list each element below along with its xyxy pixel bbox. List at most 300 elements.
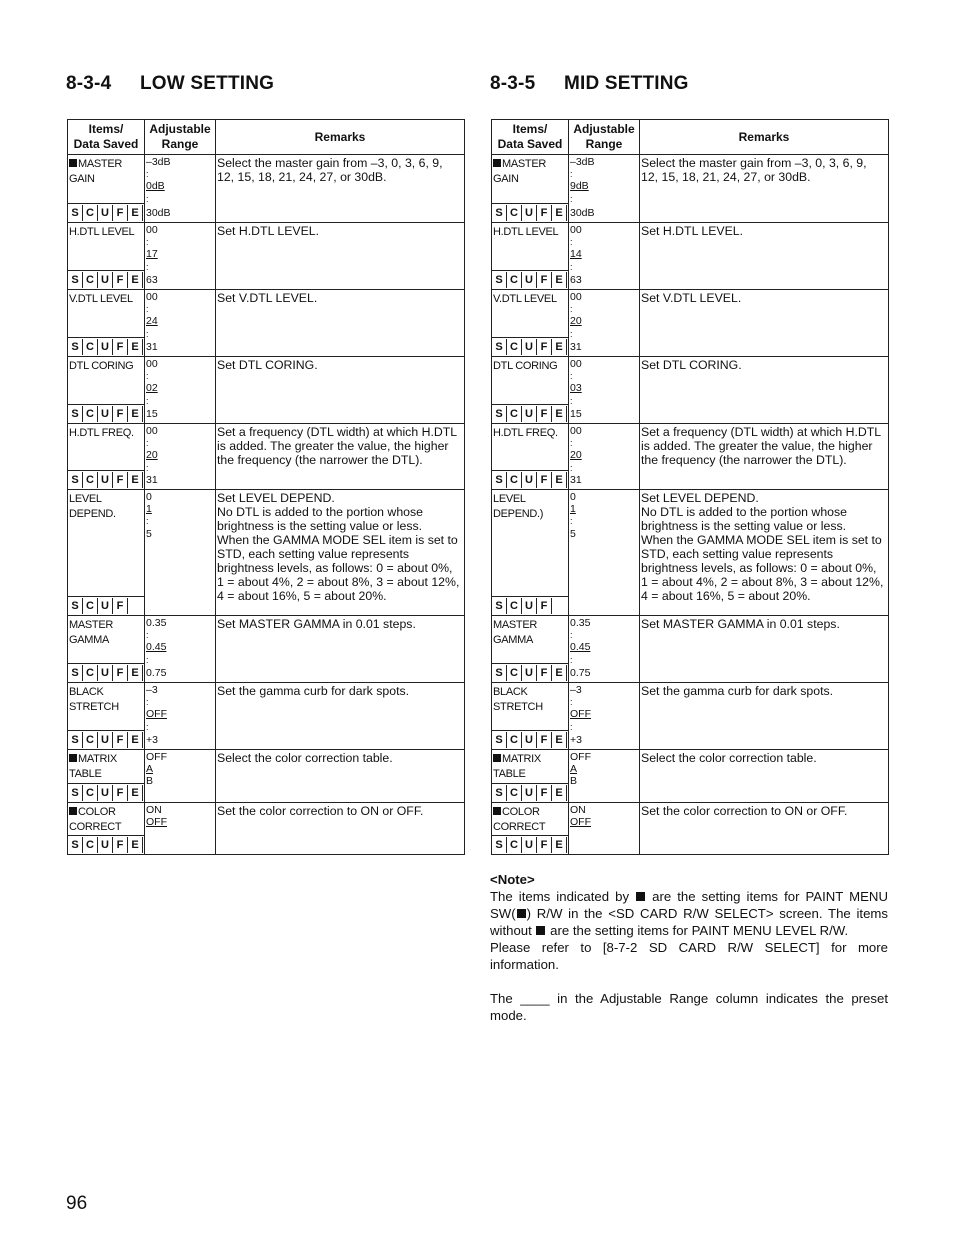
- data-saved-flag: C: [83, 732, 98, 748]
- range-value: :: [146, 237, 149, 248]
- data-saved-flag: F: [113, 785, 128, 801]
- item-name-text: LEVEL DEPEND.: [69, 493, 116, 520]
- data-saved-flag: U: [98, 837, 113, 853]
- remarks-text: Select the color correction table.: [217, 751, 393, 765]
- item-cell: [492, 616, 569, 683]
- range-value: 17: [146, 248, 158, 261]
- data-saved-flag: C: [83, 598, 98, 614]
- item-cell: [492, 803, 569, 855]
- table-row: [68, 223, 465, 290]
- item-cell: [68, 750, 145, 803]
- remarks-cell: [640, 155, 889, 223]
- range-value: 63: [570, 273, 582, 286]
- remarks-cell: [216, 155, 465, 223]
- data-saved-flag: F: [537, 272, 552, 288]
- item-name: [492, 683, 568, 715]
- remarks-text: Set the gamma curb for dark spots.: [641, 684, 834, 698]
- data-saved-flags: [68, 837, 143, 853]
- range-cell: [145, 223, 216, 290]
- range-values: [569, 357, 639, 420]
- data-saved-box: [492, 783, 568, 802]
- range-values: [145, 290, 215, 353]
- remarks-text: Set V.DTL LEVEL.: [641, 291, 742, 305]
- data-saved-flag: C: [507, 406, 522, 422]
- data-saved-flags: [492, 837, 567, 853]
- header-range-label: Adjustable Range: [573, 122, 635, 151]
- range-value: A: [570, 763, 578, 776]
- data-saved-box: [68, 404, 144, 423]
- data-saved-flags: [492, 272, 567, 288]
- range-values: [145, 490, 215, 540]
- item-name: [68, 616, 144, 648]
- item-cell: [68, 290, 145, 357]
- item-name: [492, 290, 568, 307]
- range-value: –3dB: [146, 156, 171, 168]
- remarks-text: Set LEVEL DEPEND. No DTL is added to the portion whose brightness is the setting value or less. When the GAMMA MODE SEL item is set to STD, each setting value represents brightness levels, as follows: 0 = about 0%, 1 = about 4%, 2 = about 8%, 3 = about 12%, 4 = about 16%, 5 = about 20%.: [217, 491, 460, 603]
- data-saved-flag: U: [98, 272, 113, 288]
- remarks-cell: [640, 223, 889, 290]
- range-value: 31: [570, 340, 582, 353]
- data-saved-box: [492, 730, 568, 749]
- range-value: :: [146, 697, 149, 708]
- range-value: –3: [570, 684, 582, 696]
- data-saved-flag: S: [68, 205, 83, 221]
- range-cell: [569, 223, 640, 290]
- range-value: OFF: [146, 751, 167, 763]
- range-value: 30dB: [570, 206, 595, 219]
- data-saved-flag: S: [68, 837, 83, 853]
- low-setting-table: [67, 119, 465, 855]
- item-cell: [492, 424, 569, 490]
- data-saved-box: [492, 596, 568, 615]
- data-saved-flag: F: [113, 665, 128, 681]
- range-value: OFF: [146, 816, 167, 829]
- table-row: [68, 490, 465, 616]
- range-value: :: [570, 261, 573, 272]
- remarks-cell: [640, 490, 889, 616]
- note-text: are the setting items for PAINT MENU SW(: [490, 889, 888, 921]
- table-row: [492, 683, 889, 750]
- square-marker-icon: [493, 807, 501, 815]
- remarks-cell: [640, 683, 889, 750]
- data-saved-flag: E: [128, 272, 143, 288]
- remarks-cell: [216, 424, 465, 490]
- item-name-text: LEVEL DEPEND.): [493, 493, 544, 520]
- table-row: [492, 424, 889, 490]
- range-value: :: [146, 395, 149, 406]
- item-cell: [68, 490, 145, 616]
- range-value: :: [570, 654, 573, 665]
- range-value: 20: [570, 449, 582, 462]
- remarks-text: Set the gamma curb for dark spots.: [217, 684, 410, 698]
- range-value: 5: [570, 527, 576, 540]
- data-saved-flags: [492, 785, 567, 801]
- data-saved-flag: E: [552, 272, 567, 288]
- remarks-cell: [216, 803, 465, 855]
- note-text: ) R/W in the <SD CARD R/W SELECT> screen. The items without: [490, 906, 888, 938]
- data-saved-flag: U: [522, 472, 537, 488]
- range-values: [145, 683, 215, 746]
- range-value: 03: [570, 382, 582, 395]
- data-saved-box: [492, 203, 568, 222]
- header-range-label: Adjustable Range: [149, 122, 211, 151]
- range-value: B: [570, 775, 578, 788]
- data-saved-box: [492, 404, 568, 423]
- item-cell: [492, 223, 569, 290]
- data-saved-flag: S: [68, 665, 83, 681]
- item-name: [68, 290, 144, 307]
- range-value: 1: [570, 503, 576, 516]
- item-name-text: MASTER GAMMA: [69, 619, 114, 646]
- header-remarks-label: Remarks: [738, 129, 790, 144]
- table-row: [492, 803, 889, 855]
- remarks-cell: [216, 490, 465, 616]
- section-heading-mid: [490, 73, 689, 95]
- data-saved-flag: C: [83, 665, 98, 681]
- data-saved-flag: S: [492, 732, 507, 748]
- remarks-text: Set the color correction to ON or OFF.: [641, 804, 848, 818]
- range-cell: [569, 490, 640, 616]
- range-value: :: [146, 630, 149, 641]
- remarks-cell: [640, 750, 889, 803]
- range-values: [569, 683, 639, 746]
- data-saved-flag: S: [492, 272, 507, 288]
- data-saved-flag: F: [113, 472, 128, 488]
- data-saved-flag: F: [113, 339, 128, 355]
- range-value: OFF: [570, 708, 591, 721]
- range-cell: [145, 750, 216, 803]
- range-value: 1: [146, 503, 152, 516]
- range-value: :: [146, 654, 149, 665]
- range-value: :: [146, 169, 149, 180]
- table-row: [492, 490, 889, 616]
- note-text: The ____ in the Adjustable Range column indicates the preset mode.: [490, 991, 888, 1023]
- item-name: [492, 223, 568, 240]
- remarks-text: Set MASTER GAMMA in 0.01 steps.: [641, 617, 840, 631]
- range-value: 0dB: [146, 180, 165, 193]
- data-saved-box: [68, 470, 144, 489]
- range-values: [569, 803, 639, 828]
- data-saved-flag: F: [537, 732, 552, 748]
- data-saved-flag: F: [113, 272, 128, 288]
- data-saved-flag: U: [522, 732, 537, 748]
- range-value: 0.45: [146, 641, 167, 654]
- item-cell: [492, 683, 569, 750]
- item-name: [68, 490, 144, 522]
- range-value: 24: [146, 315, 158, 328]
- data-saved-flag: C: [507, 472, 522, 488]
- item-name-text: MASTER GAIN: [493, 158, 547, 185]
- data-saved-flag: C: [507, 732, 522, 748]
- table-row: [68, 357, 465, 424]
- data-saved-flag: S: [492, 472, 507, 488]
- data-saved-flag: C: [507, 785, 522, 801]
- range-cell: [569, 290, 640, 357]
- note-block: [490, 871, 888, 1024]
- header-remarks-label: Remarks: [314, 129, 366, 144]
- data-saved-box: [492, 337, 568, 356]
- item-name-text: COLOR CORRECT: [69, 806, 122, 833]
- remarks-text: Set a frequency (DTL width) at which H.DTL is added. The greater the value, the higher the frequency (the narrower the DTL).: [641, 425, 881, 467]
- item-name-text: H.DTL FREQ.: [493, 427, 558, 439]
- item-name-text: BLACK STRETCH: [493, 686, 543, 713]
- item-name-text: V.DTL LEVEL: [69, 293, 133, 305]
- remarks-text: Set H.DTL LEVEL.: [641, 224, 744, 238]
- square-marker-icon: [69, 159, 77, 167]
- item-cell: [492, 290, 569, 357]
- remarks-text: Set DTL CORING.: [217, 358, 318, 372]
- range-value: 9dB: [570, 180, 589, 193]
- data-saved-flag: S: [492, 406, 507, 422]
- data-saved-flag: S: [492, 598, 507, 614]
- item-name: [492, 357, 568, 374]
- item-name: [492, 490, 568, 522]
- data-saved-flag: C: [507, 272, 522, 288]
- item-name: [68, 424, 144, 441]
- data-saved-box: [68, 337, 144, 356]
- range-values: [145, 616, 215, 679]
- square-marker-icon: [536, 926, 545, 935]
- data-saved-flag: C: [507, 837, 522, 853]
- table-row: [492, 616, 889, 683]
- range-value: :: [570, 193, 573, 204]
- note-paragraph: [490, 888, 888, 939]
- data-saved-flags: [492, 665, 567, 681]
- table-row: [492, 223, 889, 290]
- data-saved-flag: F: [537, 205, 552, 221]
- item-name: [68, 683, 144, 715]
- range-values: [145, 357, 215, 420]
- data-saved-flag: F: [537, 406, 552, 422]
- data-saved-flag: F: [113, 598, 128, 614]
- range-values: [569, 750, 639, 788]
- note-paragraph: [490, 939, 888, 973]
- header-items: [492, 120, 569, 155]
- item-name-text: DTL CORING: [69, 360, 134, 372]
- data-saved-flag: S: [492, 785, 507, 801]
- range-cell: [145, 424, 216, 490]
- data-saved-box: [68, 663, 144, 682]
- range-value: 5: [146, 527, 152, 540]
- data-saved-flag: S: [492, 665, 507, 681]
- data-saved-box: [68, 270, 144, 289]
- item-name: [492, 424, 568, 441]
- table-row: [492, 290, 889, 357]
- data-saved-flag: E: [552, 205, 567, 221]
- data-saved-flag: S: [492, 339, 507, 355]
- data-saved-flag: C: [83, 205, 98, 221]
- range-cell: [145, 616, 216, 683]
- range-value: :: [146, 462, 149, 473]
- table-row: [68, 803, 465, 855]
- note-title: <Note>: [490, 872, 535, 887]
- range-value: 0.45: [570, 641, 591, 654]
- range-value: :: [570, 237, 573, 248]
- item-name-text: H.DTL LEVEL: [493, 226, 559, 238]
- data-saved-flag: C: [507, 598, 522, 614]
- remarks-text: Set a frequency (DTL width) at which H.DTL is added. The greater the value, the higher the frequency (the narrower the DTL).: [217, 425, 457, 467]
- item-cell: [492, 750, 569, 803]
- range-value: 0: [146, 491, 152, 503]
- data-saved-flag: U: [98, 785, 113, 801]
- data-saved-flag: U: [98, 472, 113, 488]
- range-value: 15: [146, 407, 158, 420]
- item-name-text: H.DTL LEVEL: [69, 226, 135, 238]
- data-saved-flag: F: [537, 472, 552, 488]
- item-name-text: DTL CORING: [493, 360, 558, 372]
- range-value: ON: [146, 804, 162, 816]
- data-saved-box: [492, 663, 568, 682]
- range-value: 63: [146, 273, 158, 286]
- range-value: 15: [570, 407, 582, 420]
- range-value: OFF: [146, 708, 167, 721]
- data-saved-flag: U: [98, 598, 113, 614]
- page-number: 96: [66, 1193, 88, 1214]
- data-saved-flag: E: [552, 406, 567, 422]
- header-remarks: [640, 120, 889, 155]
- data-saved-flag: U: [522, 785, 537, 801]
- data-saved-flag: E: [128, 837, 143, 853]
- data-saved-flag: C: [83, 785, 98, 801]
- range-value: 00: [146, 224, 158, 236]
- note-text: The items indicated by: [490, 889, 636, 904]
- data-saved-flag: U: [522, 272, 537, 288]
- data-saved-flags: [68, 205, 143, 221]
- data-saved-flag: S: [68, 339, 83, 355]
- table-row: [68, 683, 465, 750]
- data-saved-flag: F: [537, 339, 552, 355]
- remarks-text: Set MASTER GAMMA in 0.01 steps.: [217, 617, 416, 631]
- data-saved-box: [68, 730, 144, 749]
- header-remarks: [216, 120, 465, 155]
- range-value: :: [146, 193, 149, 204]
- range-values: [145, 223, 215, 286]
- remarks-text: Set the color correction to ON or OFF.: [217, 804, 424, 818]
- range-value: :: [146, 371, 149, 382]
- range-values: [145, 155, 215, 219]
- item-cell: [492, 155, 569, 223]
- data-saved-flag: S: [68, 472, 83, 488]
- range-value: –3dB: [570, 156, 595, 168]
- data-saved-flag: C: [507, 339, 522, 355]
- range-value: 20: [570, 315, 582, 328]
- range-value: B: [146, 775, 154, 788]
- data-saved-flag: E: [552, 732, 567, 748]
- item-cell: [68, 223, 145, 290]
- data-saved-flag: S: [68, 732, 83, 748]
- remarks-text: Set LEVEL DEPEND. No DTL is added to the portion whose brightness is the setting value or less. When the GAMMA MODE SEL item is set to STD, each setting value represents brightness levels, as follows: 0 = about 0%, 1 = about 4%, 2 = about 8%, 3 = about 12%, 4 = about 16%, 5 = about 20%.: [641, 491, 884, 603]
- data-saved-flag: C: [83, 406, 98, 422]
- data-saved-box: [492, 270, 568, 289]
- remarks-text: Select the master gain from –3, 0, 3, 6, 9, 12, 15, 18, 21, 24, 27, or 30dB.: [641, 156, 867, 184]
- data-saved-flag: S: [68, 785, 83, 801]
- item-cell: [68, 155, 145, 223]
- range-value: :: [570, 630, 573, 641]
- data-saved-flags: [492, 732, 567, 748]
- data-saved-flag: F: [537, 598, 552, 614]
- range-value: 00: [570, 425, 582, 437]
- data-saved-flags: [492, 472, 567, 488]
- range-cell: [569, 803, 640, 855]
- data-saved-box: [68, 835, 144, 854]
- data-saved-flag: F: [537, 665, 552, 681]
- range-value: 00: [570, 224, 582, 236]
- range-value: +3: [146, 733, 158, 746]
- data-saved-flag: U: [522, 665, 537, 681]
- item-name-text: MATRIX TABLE: [493, 753, 541, 780]
- range-value: 0.35: [146, 617, 167, 629]
- range-value: A: [146, 763, 154, 776]
- range-cell: [145, 683, 216, 750]
- data-saved-flag: F: [537, 785, 552, 801]
- range-value: 00: [570, 291, 582, 303]
- range-value: 31: [570, 473, 582, 486]
- range-cell: [569, 357, 640, 424]
- data-saved-flag: E: [552, 665, 567, 681]
- range-value: 00: [146, 291, 158, 303]
- range-value: OFF: [570, 816, 591, 829]
- data-saved-flag: E: [128, 732, 143, 748]
- table-row: [68, 155, 465, 223]
- range-values: [569, 490, 639, 540]
- range-cell: [145, 357, 216, 424]
- remarks-text: Select the color correction table.: [641, 751, 817, 765]
- data-saved-flags: [68, 598, 128, 614]
- item-name: [68, 750, 144, 782]
- range-cell: [145, 803, 216, 855]
- table-row: [68, 616, 465, 683]
- square-marker-icon: [69, 754, 77, 762]
- table-row: [492, 750, 889, 803]
- data-saved-flag: U: [522, 205, 537, 221]
- range-values: [569, 616, 639, 679]
- data-saved-flag: E: [552, 785, 567, 801]
- square-marker-icon: [493, 159, 501, 167]
- range-value: OFF: [570, 751, 591, 763]
- data-saved-flag: E: [552, 339, 567, 355]
- data-saved-flag: C: [83, 339, 98, 355]
- data-saved-flag: S: [492, 205, 507, 221]
- data-saved-flags: [492, 339, 567, 355]
- range-value: 02: [146, 382, 158, 395]
- item-cell: [492, 490, 569, 616]
- data-saved-flag: S: [68, 272, 83, 288]
- data-saved-flag: U: [522, 406, 537, 422]
- data-saved-flag: C: [83, 472, 98, 488]
- data-saved-flag: S: [68, 598, 83, 614]
- data-saved-flag: E: [128, 339, 143, 355]
- range-value: :: [570, 721, 573, 732]
- data-saved-flag: U: [522, 837, 537, 853]
- range-value: ON: [570, 804, 586, 816]
- data-saved-box: [68, 783, 144, 802]
- item-name: [492, 803, 568, 835]
- square-marker-icon: [69, 807, 77, 815]
- remarks-text: Set DTL CORING.: [641, 358, 742, 372]
- range-value: :: [570, 516, 573, 527]
- remarks-cell: [640, 803, 889, 855]
- data-saved-flags: [68, 785, 143, 801]
- remarks-cell: [216, 290, 465, 357]
- item-name: [68, 803, 144, 835]
- range-value: +3: [570, 733, 582, 746]
- section-title: MID SETTING: [564, 73, 689, 94]
- data-saved-flags: [492, 205, 567, 221]
- table-row: [492, 155, 889, 223]
- range-cell: [569, 750, 640, 803]
- range-values: [145, 424, 215, 486]
- item-name-text: COLOR CORRECT: [493, 806, 546, 833]
